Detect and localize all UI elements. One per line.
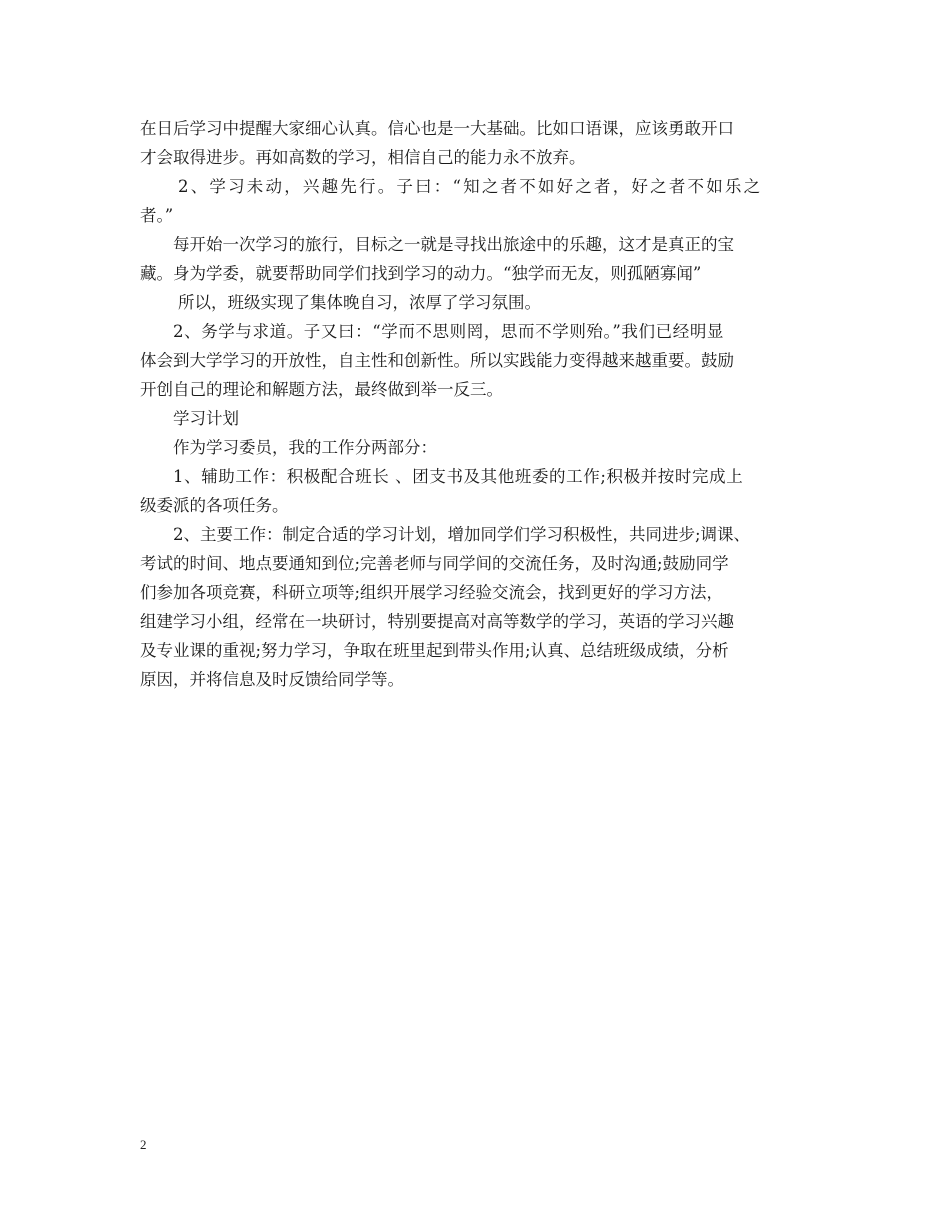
paragraph-line: 们参加各项竞赛，科研立项等;组织开展学习经验交流会，找到更好的学习方法， [140, 583, 724, 602]
paragraph-line: 1、辅助工作：积极配合班长 、团支书及其他班委的工作;积极并按时完成上 [173, 467, 744, 486]
page-number: 2 [140, 1137, 147, 1152]
paragraph-line: 才会取得进步。再如高数的学习，相信自己的能力永不放弃。 [140, 148, 586, 167]
paragraph-line: 考试的时间、地点要通知到位;完善老师与同学间的交流任务，及时沟通;鼓励同学 [140, 554, 729, 573]
paragraph-line: 作为学习委员，我的工作分两部分： [173, 438, 437, 457]
paragraph-line: 及专业课的重视;努力学习，争取在班里起到带头作用;认真、总结班级成绩，分析 [140, 641, 729, 660]
paragraph-line: 藏。身为学委，就要帮助同学们找到学习的动力。“独学而无友，则孤陋寡闻” [140, 264, 702, 283]
paragraph-line: 2、学习未动，兴趣先行。子曰：“知之者不如好之者，好之者不如乐之 [178, 177, 763, 196]
document-body [140, 114, 812, 694]
paragraph-line: 开创自己的理论和解题方法，最终做到举一反三。 [140, 380, 503, 399]
section-heading: 学习计划 [173, 409, 239, 428]
paragraph-line: 体会到大学学习的开放性，自主性和创新性。所以实践能力变得越来越重要。鼓励 [140, 351, 734, 370]
paragraph-line: 所以，班级实现了集体晚自习，浓厚了学习氛围。 [178, 293, 541, 312]
paragraph-line: 2、主要工作：制定合适的学习计划，增加同学们学习积极性，共同进步;调课、 [173, 525, 751, 544]
paragraph-line: 级委派的各项任务。 [140, 496, 289, 515]
paragraph-line: 者。” [140, 206, 174, 225]
paragraph-line: 原因，并将信息及时反馈给同学等。 [140, 670, 404, 689]
paragraph-line: 在日后学习中提醒大家细心认真。信心也是一大基础。比如口语课，应该勇敢开口 [140, 119, 734, 138]
paragraph-line: 组建学习小组，经常在一块研讨，特别要提高对高等数学的学习，英语的学习兴趣 [140, 612, 734, 631]
paragraph-line: 每开始一次学习的旅行，目标之一就是寻找出旅途中的乐趣，这才是真正的宝 [173, 235, 734, 254]
paragraph-line: 2、务学与求道。子又曰：“学而不思则罔，思而不学则殆。”我们已经明显 [173, 322, 725, 341]
